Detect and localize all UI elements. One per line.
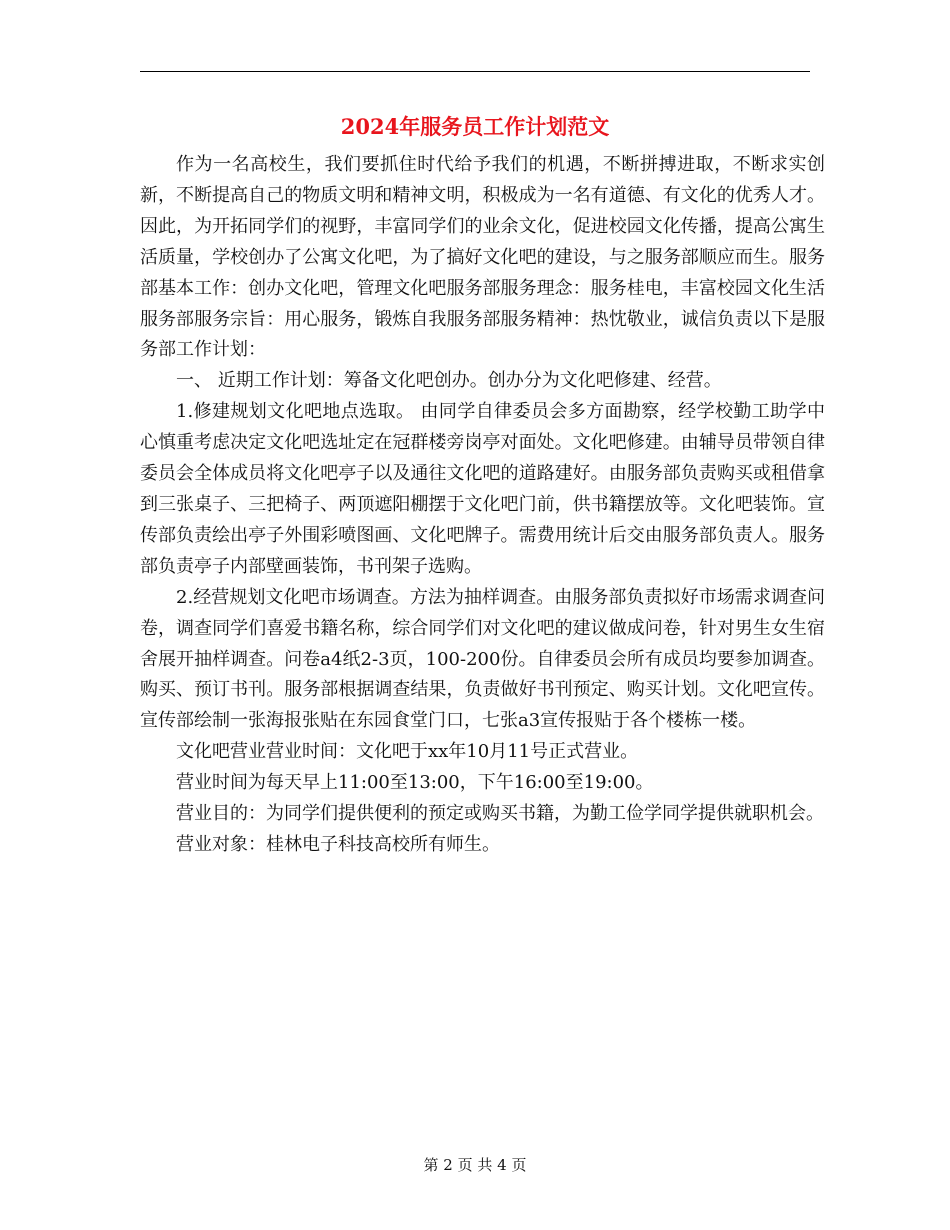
- page-number-footer: 第 2 页 共 4 页: [423, 1156, 527, 1174]
- paragraph-section-heading: 一、 近期工作计划：筹备文化吧创办。创办分为文化吧修建、经营。: [176, 370, 722, 392]
- paragraph-construction-plan: 1.修建规划文化吧地点选取。 由同学自律委员会多方面勘察，经学校勤工助学中心慎重考虑决定文化吧选址定在冠群楼旁岗亭对面处。文化吧修建。由辅导员带领自律委员会全体成员将文化吧亭子以及通往文化吧的道路建好。由服务部负责购买或租借拿到三张桌子、三把椅子、两顶遮阳棚摆于文化吧门前，供书籍摆放等。文化吧装饰。宣传部负责绘出亭子外围彩喷图画、文化吧牌子。需费用统计后交由服务部负责人。服务部负责亭子内部壁画装饰，书刊架子选购。: [140, 401, 825, 577]
- paragraph-intro: 作为一名高校生，我们要抓住时代给予我们的机遇，不断拼搏进取，不断求实创新，不断提高自己的物质文明和精神文明，积极成为一名有道德、有文化的优秀人才。因此，为开拓同学们的视野，丰富同学们的业余文化，促进校园文化传播，提高公寓生活质量，学校创办了公寓文化吧，为了搞好文化吧的建设，与之服务部顺应而生。服务部基本工作：创办文化吧，管理文化吧服务部服务理念：服务桂电，丰富校园文化生活服务部服务宗旨：用心服务，锻炼自我服务部服务精神：热忱敬业，诚信负责以下是服务部工作计划：: [140, 154, 825, 361]
- paragraph-operation-plan: 2.经营规划文化吧市场调查。方法为抽样调查。由服务部负责拟好市场需求调查问卷，调查同学们喜爱书籍名称，综合同学们对文化吧的建议做成问卷，针对男生女生宿舍展开抽样调查。问卷a4纸2-3页，100-200份。自律委员会所有成员均要参加调查。购买、预订书刊。服务部根据调查结果，负责做好书刊预定、购买计划。文化吧宣传。宣传部绘制一张海报张贴在东园食堂门口，七张a3宣传报贴于各个楼栋一楼。: [140, 586, 825, 732]
- paragraph-business-hours: 营业时间为每天早上11:00至13:00，下午16:00至19:00。: [176, 772, 654, 794]
- document-body: [140, 150, 825, 861]
- paragraph-business-audience: 营业对象：桂林电子科技高校所有师生。: [176, 833, 500, 855]
- paragraph-business-purpose: 营业目的：为同学们提供便利的预定或购买书籍，为勤工俭学同学提供就职机会。: [176, 803, 824, 825]
- header-rule: [140, 71, 810, 72]
- paragraph-opening-date: 文化吧营业营业时间：文化吧于xx年10月11号正式营业。: [176, 741, 639, 763]
- document-title: 2024年服务员工作计划范文: [340, 114, 610, 139]
